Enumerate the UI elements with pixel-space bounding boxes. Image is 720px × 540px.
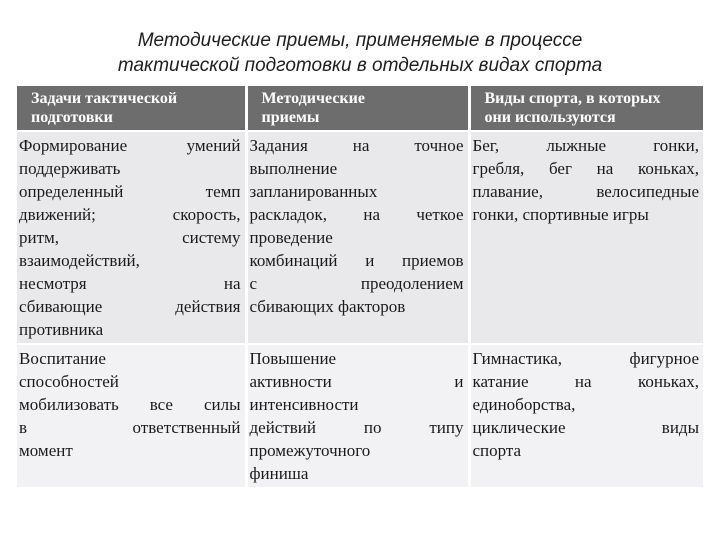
slide-title-line-1: Методические приемы, применяемые в процессе	[137, 30, 583, 51]
cell-line: комбинаций и приемов	[249, 251, 464, 270]
cell-line: Гимнастика, фигурное	[472, 349, 699, 368]
cell-line: интенсивности	[249, 395, 359, 414]
cell-line: несмотря на	[19, 274, 241, 293]
header-tasks-line-1: Задачи тактической	[31, 90, 178, 107]
slide-title	[20, 28, 700, 78]
cell-line: ритм, систему	[19, 228, 241, 247]
slide-title-line-2: тактической подготовки в отдельных видах спорта	[117, 55, 603, 76]
cell-line: выполнение	[249, 159, 338, 178]
cell-line: движений; скорость,	[19, 205, 241, 224]
table-header-row	[17, 86, 703, 131]
methods-table	[17, 86, 703, 487]
cell-line: плавание, велосипедные	[472, 182, 699, 201]
cell-line: способностей	[19, 372, 119, 391]
cell-line: гонки, спортивные игры	[472, 205, 649, 224]
cell-method	[246, 344, 469, 487]
header-tasks-line-2: подготовки	[31, 109, 113, 126]
cell-sports	[469, 344, 703, 487]
header-sports-line-2: они используются	[484, 109, 616, 126]
cell-line: сбивающих факторов	[249, 297, 406, 316]
cell-line: Воспитание	[19, 349, 106, 368]
cell-line: поддерживать	[19, 159, 121, 178]
cell-line: проведение	[249, 228, 333, 247]
table-row	[17, 344, 703, 487]
cell-line: катание на коньках,	[472, 372, 699, 391]
cell-line: циклические виды	[472, 418, 699, 437]
cell-line: с преодолением	[249, 274, 464, 293]
cell-line: запланированных	[249, 182, 378, 201]
cell-line: Повышение	[249, 349, 337, 368]
header-sports	[469, 86, 703, 131]
cell-line: Задания на точное	[249, 136, 464, 155]
cell-line: единоборства,	[472, 395, 576, 414]
cell-line: действий по типу	[249, 418, 464, 437]
cell-line: определенный темп	[19, 182, 241, 201]
cell-line: гребля, бег на коньках,	[472, 159, 699, 178]
cell-line: Бег, лыжные гонки,	[472, 136, 699, 155]
cell-task	[17, 344, 246, 487]
cell-line: финиша	[249, 464, 309, 483]
cell-method	[246, 131, 469, 344]
table-row	[17, 131, 703, 344]
cell-line: мобилизовать все силы	[19, 395, 241, 414]
cell-line: противника	[19, 320, 104, 339]
header-methods-line-1: Методические	[261, 90, 365, 107]
cell-line: Формирование умений	[19, 136, 241, 155]
header-tasks	[17, 86, 246, 131]
cell-sports	[469, 131, 703, 344]
cell-line: взаимодействий,	[19, 251, 140, 270]
header-sports-line-1: Виды спорта, в которых	[484, 90, 661, 107]
cell-line: момент	[19, 441, 73, 460]
cell-line: спорта	[472, 441, 522, 460]
header-methods	[246, 86, 469, 131]
cell-line: сбивающие действия	[19, 297, 241, 316]
cell-line: активности и	[249, 372, 464, 391]
cell-line: промежуточного	[249, 441, 371, 460]
cell-line: раскладок, на четкое	[249, 205, 464, 224]
header-methods-line-2: приемы	[261, 109, 320, 126]
cell-line: в ответственный	[19, 418, 241, 437]
cell-task	[17, 131, 246, 344]
